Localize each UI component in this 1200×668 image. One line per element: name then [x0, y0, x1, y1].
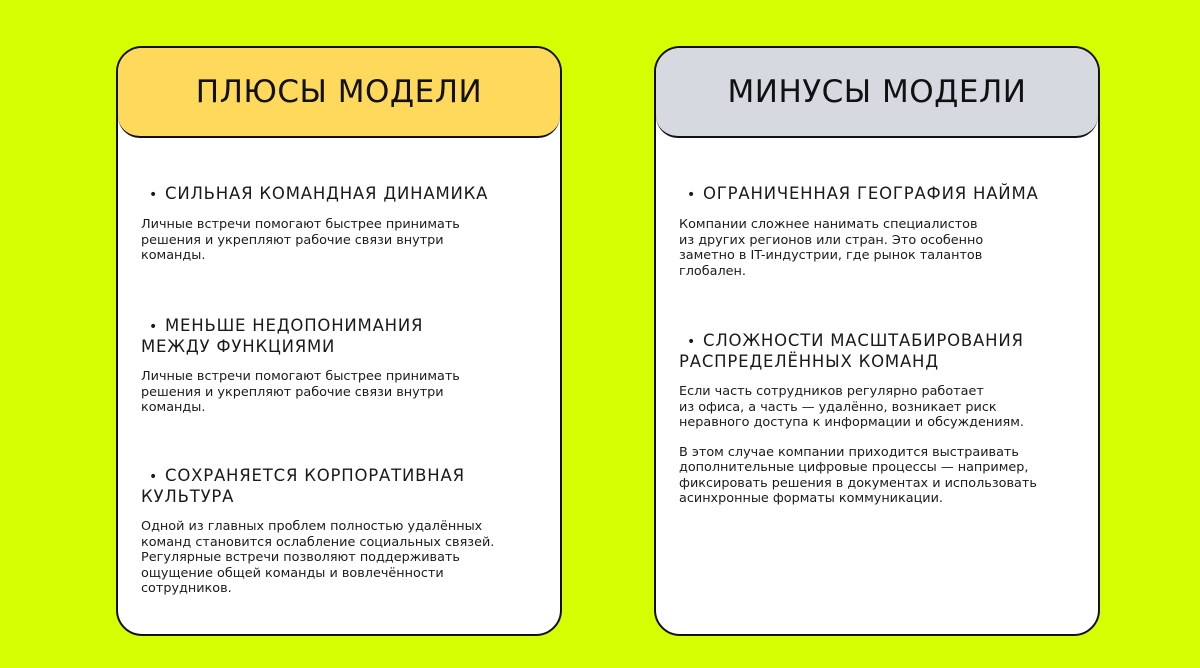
pros-item-body: Одной из главных проблем полностью удалённых команд становится ослабление социальных связей. Регулярные встречи позволяют поддерживать ощущение общей команды и вовлечённости сотрудников. [141, 519, 495, 596]
pros-item-heading [141, 466, 546, 507]
bullet-icon: • [687, 187, 697, 203]
cons-item-body: Компании сложнее нанимать специалистов из других регионов или стран. Это особенно заметно в IT-индустрии, где рынок талантов глобален. [679, 217, 984, 279]
bullet-icon: • [149, 319, 159, 335]
pros-card [116, 46, 562, 636]
pros-header [118, 48, 560, 138]
pros-item-body: Личные встречи помогают быстрее принимать решения и укрепляют рабочие связи внутри команды. [141, 369, 460, 415]
cons-item-heading [679, 331, 1084, 372]
pros-item [141, 316, 546, 416]
cons-card [654, 46, 1100, 636]
cons-item [679, 331, 1084, 507]
cons-item-body-2: В этом случае компании приходится выстраивать дополнительные цифровые процессы — например, фиксировать решения в документах и использовать асинхронные форматы коммуникации. [679, 444, 1037, 506]
pros-title: ПЛЮСЫ МОДЕЛИ [195, 74, 483, 110]
pros-item-heading-text: СИЛЬНАЯ КОМАНДНАЯ ДИНАМИКА [165, 184, 489, 203]
pros-item [141, 466, 546, 597]
cons-item-heading [679, 184, 1084, 205]
cons-item-heading-text: СЛОЖНОСТИ МАСШТАБИРОВАНИЯ РАСПРЕДЕЛЁННЫХ КОМАНД [679, 331, 1024, 371]
pros-item [141, 184, 546, 264]
cons-title: МИНУСЫ МОДЕЛИ [727, 74, 1027, 110]
cons-item-body: Если часть сотрудников регулярно работает из офиса, а часть — удалённо, возникает риск неравного доступа к информации и обсуждениям. [679, 384, 1024, 430]
pros-item-heading [141, 316, 546, 357]
bullet-icon: • [149, 187, 159, 203]
pros-item-body: Личные встречи помогают быстрее принимать решения и укрепляют рабочие связи внутри команды. [141, 217, 460, 263]
bullet-icon: • [687, 334, 697, 350]
cons-header [656, 48, 1098, 138]
pros-item-heading-text: СОХРАНЯЕТСЯ КОРПОРАТИВНАЯ КУЛЬТУРА [141, 466, 465, 506]
cons-item-heading-text: ОГРАНИЧЕННАЯ ГЕОГРАФИЯ НАЙМА [703, 184, 1039, 203]
bullet-icon: • [149, 469, 159, 485]
cons-item [679, 184, 1084, 279]
pros-item-heading [141, 184, 546, 205]
pros-item-heading-text: МЕНЬШЕ НЕДОПОНИМАНИЯ МЕЖДУ ФУНКЦИЯМИ [141, 316, 424, 356]
